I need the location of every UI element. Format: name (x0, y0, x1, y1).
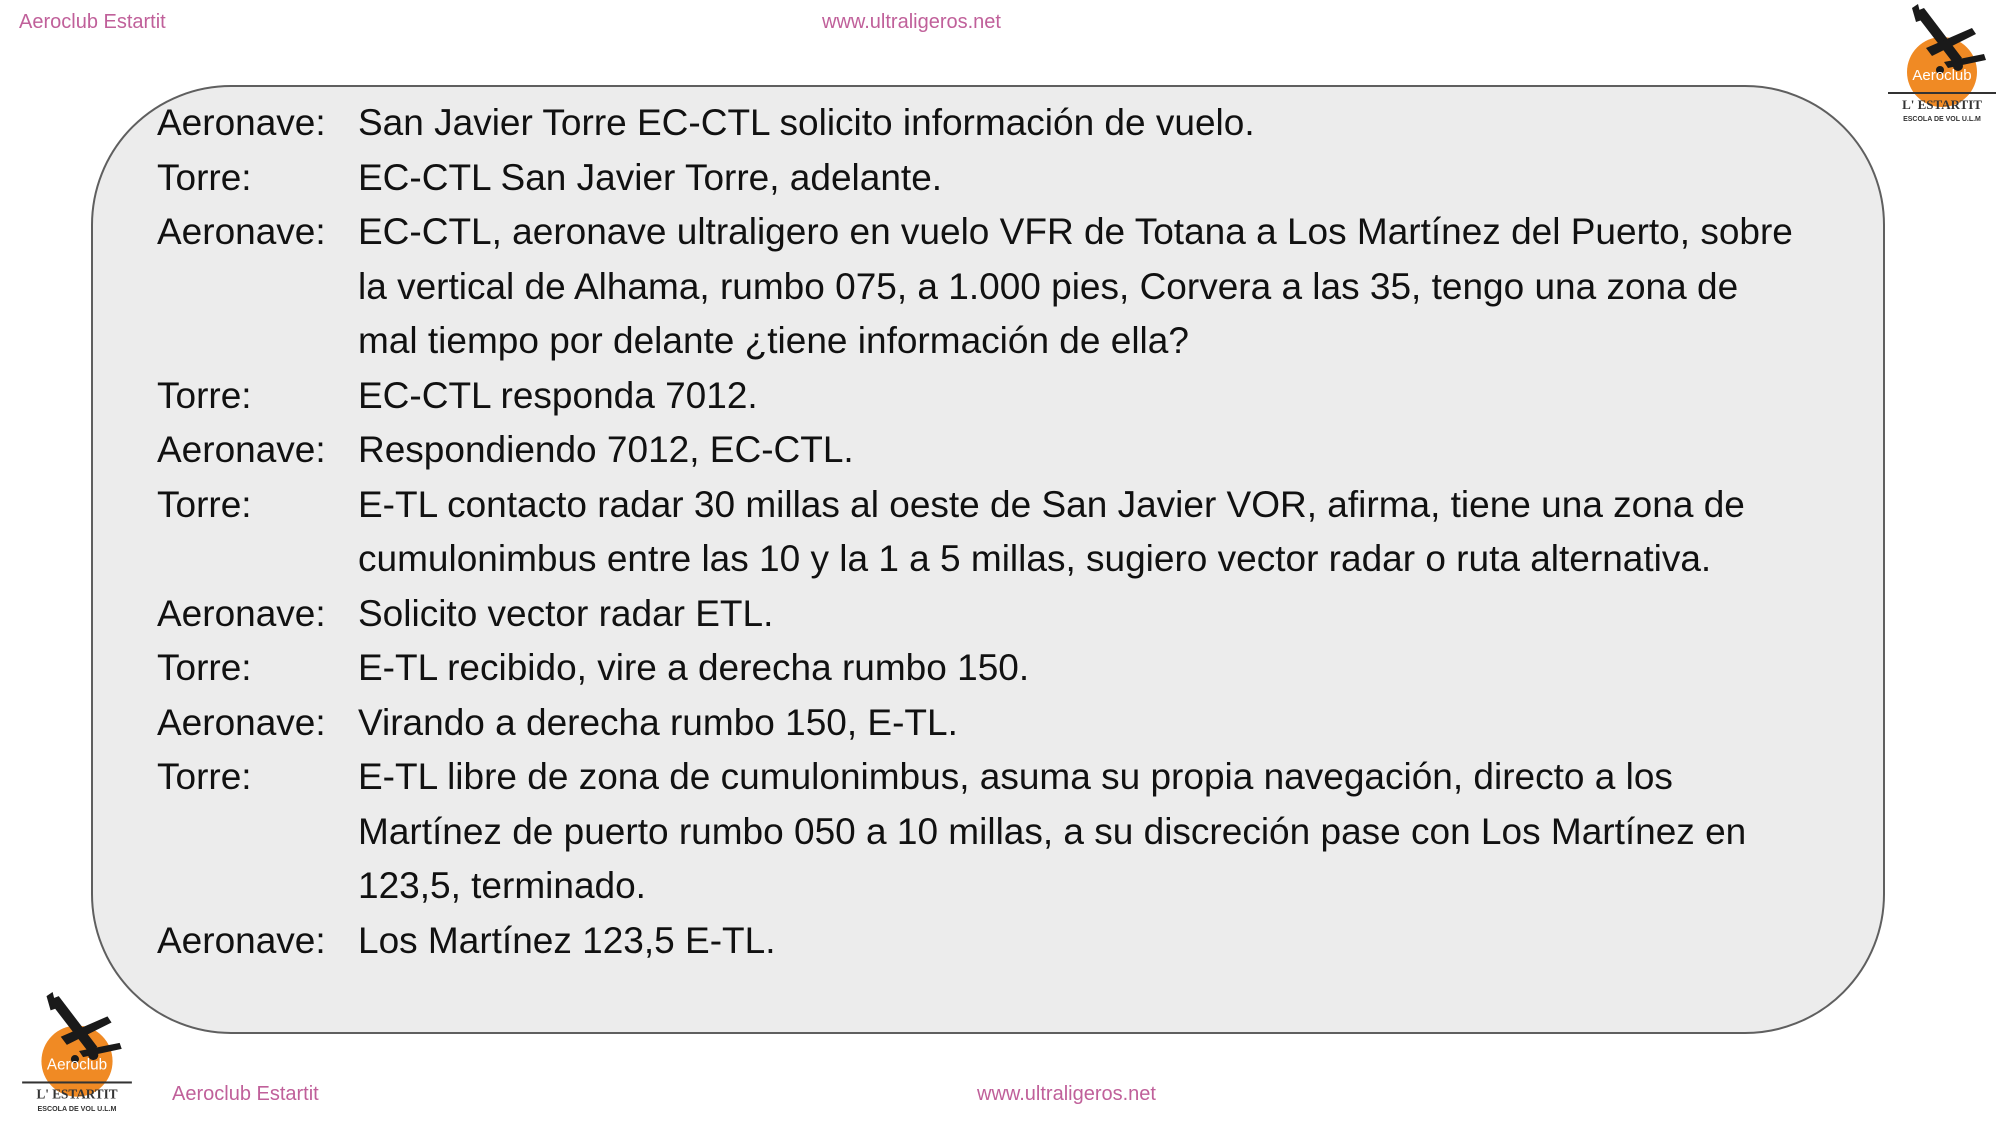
dialogue-turn (157, 151, 1797, 206)
message-text: E-TL libre de zona de cumulonimbus, asuma su propia navegación, directo a los Martínez de puerto rumbo 050 a 10 millas, a su discreción pase con Los Martínez en 123,5, terminado. (358, 756, 1747, 906)
dialogue-turn (157, 696, 1797, 751)
dialogue-turn (157, 423, 1797, 478)
speaker-label: Aeronave: (157, 211, 326, 252)
dialogue-turn (157, 205, 1797, 369)
logo-tagline: ESCOLA DE VOL U.L.M (1903, 116, 1981, 123)
header-club-name: Aeroclub Estartit (19, 11, 166, 33)
dialogue-turn (157, 914, 1797, 969)
message-text: Solicito vector radar ETL. (358, 592, 774, 634)
speaker-label: Torre: (157, 647, 252, 688)
message-text: E-TL contacto radar 30 millas al oeste de San Javier VOR, afirma, tiene una zona de cumulonimbus entre las 10 y la 1 a 5 millas, sugiero vector radar o ruta alternativa. (358, 483, 1745, 579)
header-website: www.ultraligeros.net (822, 11, 1001, 33)
message-text: San Javier Torre EC-CTL solicito información de vuelo. (358, 102, 1255, 143)
dialogue-turn (157, 641, 1797, 696)
dialogue-turn (157, 96, 1797, 151)
dialogue-turn (157, 478, 1797, 587)
speaker-label: Aeronave: (157, 102, 326, 143)
logo-subtitle: L' ESTARTIT (36, 1086, 118, 1102)
speaker-label: Aeronave: (157, 429, 326, 470)
message-text: E-TL recibido, vire a derecha rumbo 150. (358, 647, 1030, 688)
speaker-label: Torre: (157, 756, 252, 797)
speaker-label: Aeronave: (157, 919, 326, 961)
logo-name: Aeroclub (46, 1056, 108, 1074)
message-text: EC-CTL responda 7012. (358, 374, 758, 416)
message-text: Virando a derecha rumbo 150, E-TL. (358, 701, 958, 743)
speaker-label: Torre: (157, 156, 252, 198)
speaker-label: Torre: (157, 483, 252, 525)
logo-name: Aeroclub (1912, 67, 1972, 84)
dialogue-turn (157, 587, 1797, 642)
message-text: EC-CTL, aeronave ultraligero en vuelo VFR de Totana a Los Martínez del Puerto, sobre la vertical de Alhama, rumbo 075, a 1.000 pies, Corvera a las 35, tengo una zona de mal tiempo por delante ¿tiene información de ella? (358, 211, 1793, 361)
speaker-label: Aeronave: (157, 701, 326, 743)
dialogue-turn (157, 750, 1797, 914)
dialogue-turn (157, 369, 1797, 424)
speaker-label: Aeronave: (157, 592, 326, 634)
message-text: Los Martínez 123,5 E-TL. (358, 919, 776, 961)
footer-website: www.ultraligeros.net (977, 1083, 1156, 1105)
message-text: Respondiendo 7012, EC-CTL. (358, 429, 854, 470)
radio-dialogue (157, 96, 1797, 968)
logo-subtitle: L' ESTARTIT (1902, 97, 1982, 112)
footer-club-name: Aeroclub Estartit (172, 1083, 319, 1105)
aeroclub-logo-bottom (18, 990, 136, 1116)
aeroclub-logo-top (1884, 2, 2000, 126)
message-text: EC-CTL San Javier Torre, adelante. (358, 156, 943, 198)
logo-tagline: ESCOLA DE VOL U.L.M (37, 1104, 117, 1113)
speaker-label: Torre: (157, 374, 252, 416)
